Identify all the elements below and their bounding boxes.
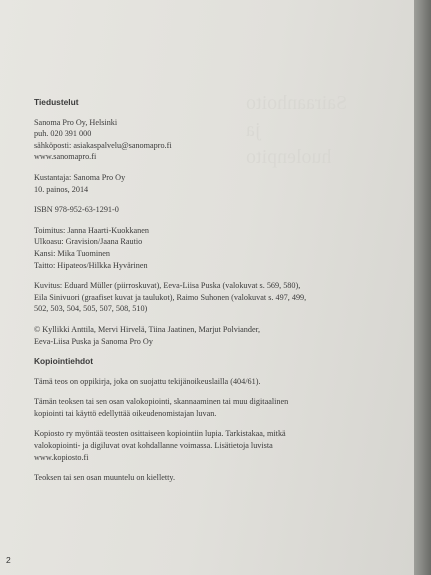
copying-paragraph-3-line-3: www.kopiosto.fi [34, 452, 89, 462]
publisher-address: Sanoma Pro Oy, Helsinki [34, 117, 118, 127]
typesetting-line: Taitto: Hipateos/Hilkka Hyvärinen [34, 260, 148, 270]
cover-line: Kansi: Mika Tuominen [34, 248, 110, 258]
copyright-line-2: Eeva-Liisa Puska ja Sanoma Pro Oy [34, 336, 153, 346]
imprint-text [34, 97, 374, 484]
illustrations-line-3: 502, 503, 504, 505, 507, 508, 510) [34, 304, 148, 314]
layout-line: Ulkoasu: Gravision/Jaana Rautio [34, 237, 143, 247]
phone-line: puh. 020 391 000 [34, 129, 92, 139]
copying-paragraph-2-line-2: kopiointi tai käyttö edellyttää oikeudenomistajan luvan. [34, 408, 217, 418]
isbn-line: ISBN 978-952-63-1291-0 [34, 205, 119, 215]
publisher-line: Kustantaja: Sanoma Pro Oy [34, 172, 126, 182]
copying-paragraph-1: Tämä teos on oppikirja, joka on suojattu tekijänoikeuslailla (404/61). [34, 376, 261, 386]
edition-line: 10. painos, 2014 [34, 184, 89, 194]
copying-heading: Kopiointiehdot [34, 356, 94, 367]
copying-paragraph-3-line-1: Kopiosto ry myöntää teosten osittaiseen kopiointiin lupia. Tarkistakaa, mitkä [34, 429, 286, 439]
copyright-line-1: © Kyllikki Anttila, Mervi Hirvelä, Tiina Jaatinen, Marjut Polviander, [34, 324, 261, 334]
website-line: www.sanomapro.fi [34, 152, 97, 162]
illustrations-line-2: Eila Sinivuori (graafiset kuvat ja taulukot), Raimo Suhonen (valokuvat s. 497, 499, [34, 292, 307, 302]
page-number: 2 [6, 555, 11, 565]
page-edge [414, 0, 431, 575]
email-line: sähköposti: asiakaspalvelu@sanomapro.fi [34, 140, 172, 150]
copying-paragraph-3-line-2: valokopiointi- ja digiluvat ovat kohdallanne voimassa. Lisätietoja luvista [34, 441, 273, 451]
illustrations-line-1: Kuvitus: Eduard Müller (piirroskuvat), Eeva-Liisa Puska (valokuvat s. 569, 580), [34, 281, 301, 291]
inquiries-heading: Tiedustelut [34, 97, 79, 107]
copying-paragraph-2-line-1: Tämän teoksen tai sen osan valokopiointi, skannaaminen tai muu digitaalinen [34, 397, 289, 407]
editor-line: Toimitus: Janna Haarti-Kuokkanen [34, 225, 149, 235]
bleed-through-title: Sairaanhoito ja huolenpito [246, 92, 348, 168]
copying-paragraph-4: Teoksen tai sen osan muuntelu on kielletty. [34, 473, 176, 483]
